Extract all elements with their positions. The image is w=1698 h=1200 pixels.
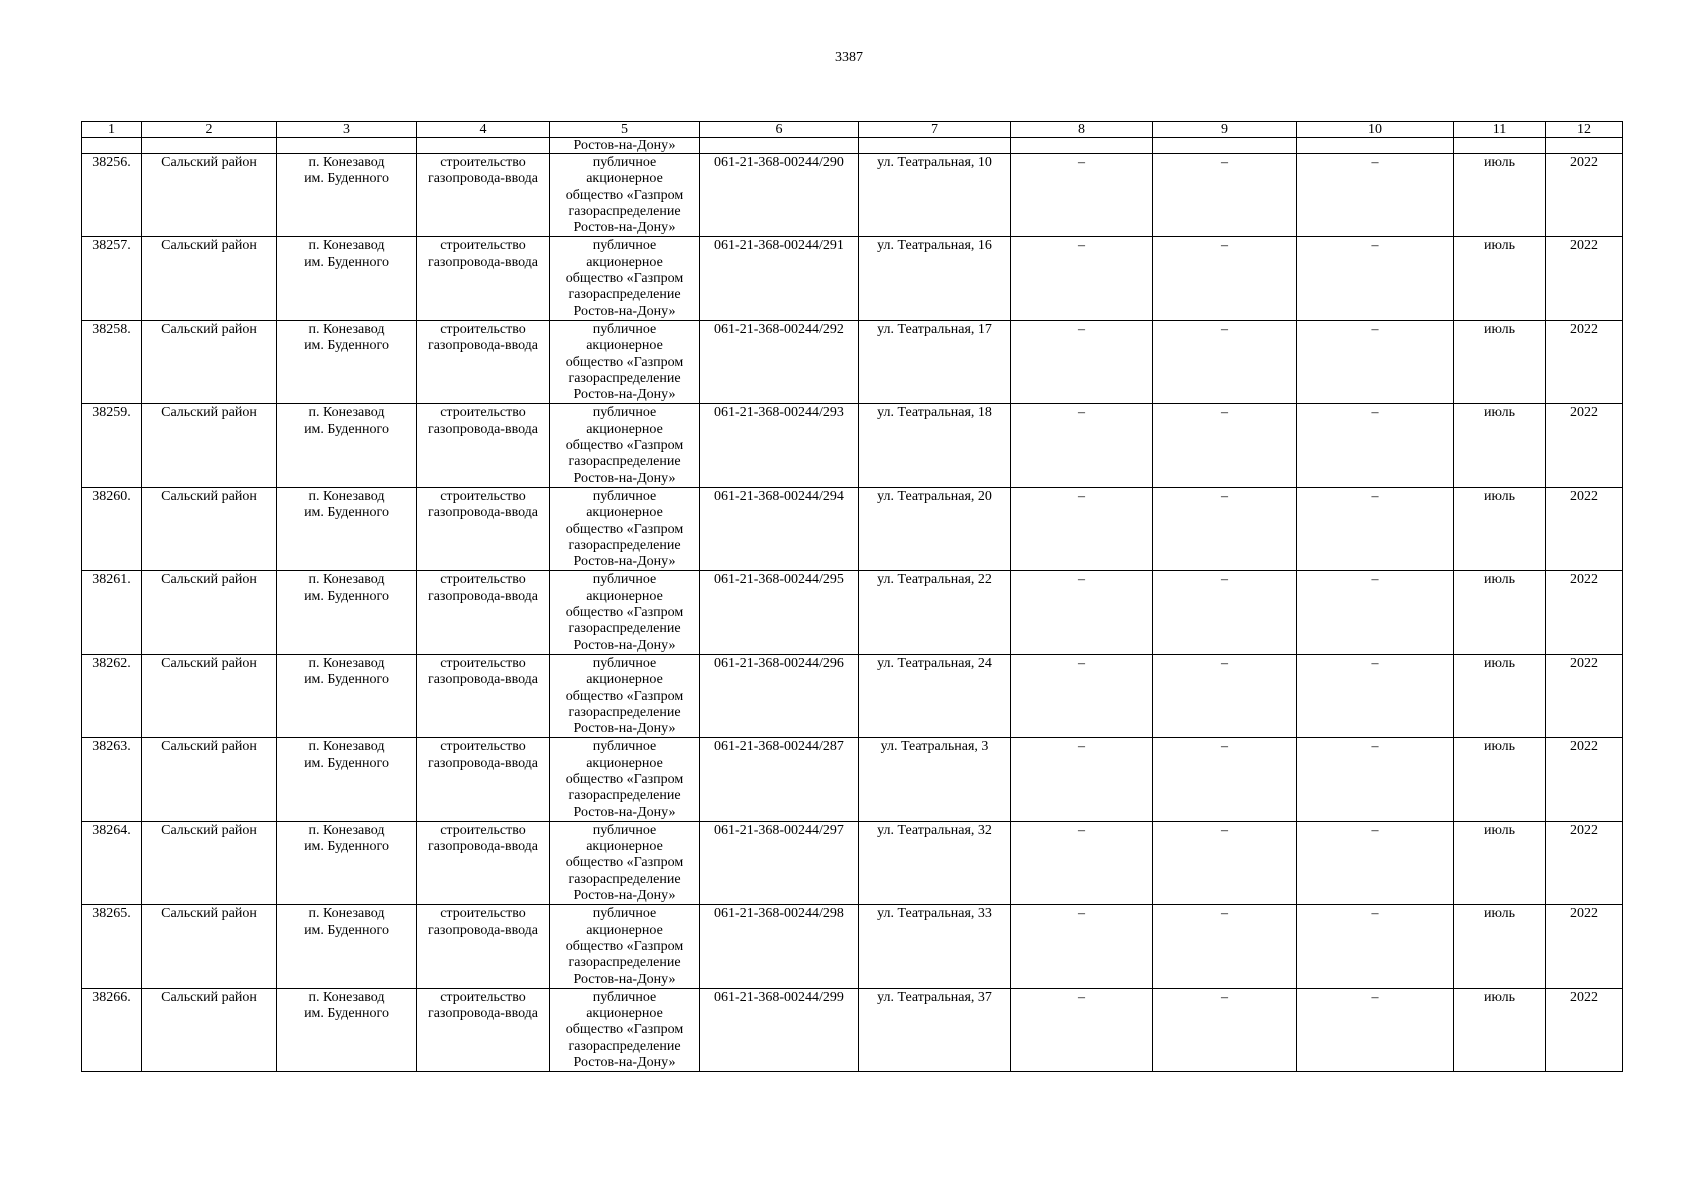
table-row — [82, 487, 1623, 570]
column-8-cell: – — [1011, 654, 1153, 737]
organization-cell-line: Ростов-на-Дону» — [573, 387, 676, 403]
locality-cell — [277, 571, 417, 654]
organization-cell-line: Ростов-на-Дону» — [573, 470, 676, 486]
registry-code-cell: 061-21-368-00244/299 — [700, 988, 859, 1071]
work-type-cell-line: газопровода-ввода — [427, 839, 539, 855]
organization-cell-line: газораспределение — [568, 955, 681, 971]
column-header: 2 — [142, 122, 277, 138]
column-9-cell: – — [1153, 404, 1297, 487]
locality-cell — [277, 487, 417, 570]
organization-cell-line: публичное — [592, 655, 657, 671]
organization-cell-line: общество «Газпром — [565, 354, 684, 370]
organization-cell — [550, 154, 700, 237]
table-row — [82, 404, 1623, 487]
organization-cell — [550, 404, 700, 487]
organization-cell — [550, 738, 700, 821]
organization-cell-line: газораспределение — [568, 287, 681, 303]
column-8-cell: – — [1011, 905, 1153, 988]
locality-cell — [277, 905, 417, 988]
column-9-cell: – — [1153, 988, 1297, 1071]
month-cell: июль — [1454, 487, 1546, 570]
work-type-cell — [417, 487, 550, 570]
organization-cell-line: Ростов-на-Дону» — [573, 303, 676, 319]
organization-cell-line: акционерное — [586, 922, 663, 938]
locality-cell-line: им. Буденного — [304, 839, 389, 855]
work-type-cell — [417, 821, 550, 904]
column-10-cell: – — [1297, 654, 1454, 737]
organization-cell-line: Ростов-на-Дону» — [573, 220, 676, 236]
organization-cell-line: общество «Газпром — [565, 605, 684, 621]
organization-cell-line: газораспределение — [568, 1038, 681, 1054]
work-type-cell — [417, 404, 550, 487]
district-cell: Сальский район — [142, 821, 277, 904]
column-10-cell: – — [1297, 237, 1454, 320]
locality-cell-line: им. Буденного — [304, 672, 389, 688]
registry-code-cell: 061-21-368-00244/290 — [700, 154, 859, 237]
month-cell: июль — [1454, 237, 1546, 320]
organization-cell — [550, 320, 700, 403]
organization-cell-line: Ростов-на-Дону» — [573, 721, 676, 737]
column-10-cell: – — [1297, 905, 1454, 988]
organization-cell-line: газораспределение — [568, 454, 681, 470]
locality-cell — [277, 320, 417, 403]
locality-cell-line: п. Конезавод — [308, 989, 385, 1005]
registry-code-cell: 061-21-368-00244/297 — [700, 821, 859, 904]
registry-table — [81, 121, 1623, 1072]
organization-cell-line: Ростов-на-Дону» — [573, 637, 676, 653]
work-type-cell-line: газопровода-ввода — [427, 171, 539, 187]
continuation-row — [82, 138, 1623, 154]
page-number: 3387 — [835, 50, 863, 65]
column-10-cell: – — [1297, 738, 1454, 821]
column-10-cell: – — [1297, 988, 1454, 1071]
district-cell: Сальский район — [142, 320, 277, 403]
column-8-cell: – — [1011, 237, 1153, 320]
organization-cell — [550, 905, 700, 988]
year-cell: 2022 — [1546, 487, 1623, 570]
work-type-cell — [417, 738, 550, 821]
continuation-text: Ростов-на-Дону» — [550, 138, 700, 154]
locality-cell-line: им. Буденного — [304, 338, 389, 354]
year-cell: 2022 — [1546, 237, 1623, 320]
organization-cell-line: акционерное — [586, 254, 663, 270]
organization-cell-line: акционерное — [586, 755, 663, 771]
address-cell: ул. Театральная, 37 — [859, 988, 1011, 1071]
table-row — [82, 237, 1623, 320]
locality-cell-line: им. Буденного — [304, 505, 389, 521]
column-8-cell: – — [1011, 988, 1153, 1071]
locality-cell — [277, 237, 417, 320]
district-cell: Сальский район — [142, 654, 277, 737]
locality-cell — [277, 404, 417, 487]
month-cell: июль — [1454, 320, 1546, 403]
registry-code-cell: 061-21-368-00244/287 — [700, 738, 859, 821]
district-cell: Сальский район — [142, 905, 277, 988]
organization-cell-line: общество «Газпром — [565, 521, 684, 537]
year-cell: 2022 — [1546, 988, 1623, 1071]
organization-cell-line: общество «Газпром — [565, 271, 684, 287]
organization-cell-line: публичное — [592, 321, 657, 337]
work-type-cell-line: строительство — [440, 572, 526, 588]
month-cell: июль — [1454, 571, 1546, 654]
district-cell: Сальский район — [142, 404, 277, 487]
work-type-cell-line: газопровода-ввода — [427, 338, 539, 354]
year-cell: 2022 — [1546, 654, 1623, 737]
district-cell: Сальский район — [142, 487, 277, 570]
year-cell: 2022 — [1546, 154, 1623, 237]
locality-cell-line: им. Буденного — [304, 755, 389, 771]
column-header: 5 — [550, 122, 700, 138]
organization-cell — [550, 571, 700, 654]
locality-cell — [277, 654, 417, 737]
organization-cell-line: Ростов-на-Дону» — [573, 888, 676, 904]
work-type-cell-line: газопровода-ввода — [427, 588, 539, 604]
organization-cell-line: общество «Газпром — [565, 1022, 684, 1038]
locality-cell-line: п. Конезавод — [308, 488, 385, 504]
locality-cell-line: им. Буденного — [304, 421, 389, 437]
organization-cell-line: Ростов-на-Дону» — [573, 971, 676, 987]
organization-cell-line: общество «Газпром — [565, 855, 684, 871]
locality-cell-line: им. Буденного — [304, 254, 389, 270]
column-9-cell: – — [1153, 738, 1297, 821]
work-type-cell — [417, 320, 550, 403]
row-number-cell: 38258. — [82, 320, 142, 403]
column-8-cell: – — [1011, 154, 1153, 237]
work-type-cell-line: строительство — [440, 989, 526, 1005]
work-type-cell-line: строительство — [440, 238, 526, 254]
column-8-cell: – — [1011, 738, 1153, 821]
locality-cell — [277, 154, 417, 237]
work-type-cell-line: газопровода-ввода — [427, 505, 539, 521]
column-header: 10 — [1297, 122, 1454, 138]
organization-cell-line: газораспределение — [568, 203, 681, 219]
month-cell: июль — [1454, 154, 1546, 237]
column-10-cell: – — [1297, 571, 1454, 654]
organization-cell-line: общество «Газпром — [565, 771, 684, 787]
organization-cell-line: публичное — [592, 989, 657, 1005]
district-cell: Сальский район — [142, 154, 277, 237]
year-cell: 2022 — [1546, 821, 1623, 904]
locality-cell-line: п. Конезавод — [308, 155, 385, 170]
registry-code-cell: 061-21-368-00244/291 — [700, 237, 859, 320]
organization-cell-line: общество «Газпром — [565, 438, 684, 454]
work-type-cell-line: строительство — [440, 405, 526, 421]
work-type-cell-line: газопровода-ввода — [427, 755, 539, 771]
organization-cell — [550, 487, 700, 570]
district-cell: Сальский район — [142, 571, 277, 654]
organization-cell-line: публичное — [592, 155, 657, 170]
organization-cell-line: газораспределение — [568, 370, 681, 386]
registry-code-cell: 061-21-368-00244/292 — [700, 320, 859, 403]
column-header: 12 — [1546, 122, 1623, 138]
locality-cell-line: им. Буденного — [304, 1006, 389, 1022]
registry-code-cell: 061-21-368-00244/294 — [700, 487, 859, 570]
organization-cell-line: акционерное — [586, 672, 663, 688]
table-row — [82, 988, 1623, 1071]
table-row — [82, 654, 1623, 737]
organization-cell-line: публичное — [592, 739, 657, 755]
work-type-cell-line: строительство — [440, 321, 526, 337]
locality-cell-line: п. Конезавод — [308, 238, 385, 254]
year-cell: 2022 — [1546, 571, 1623, 654]
row-number-cell: 38256. — [82, 154, 142, 237]
organization-cell-line: акционерное — [586, 1006, 663, 1022]
organization-cell-line: акционерное — [586, 839, 663, 855]
table-row — [82, 571, 1623, 654]
column-9-cell: – — [1153, 237, 1297, 320]
column-9-cell: – — [1153, 571, 1297, 654]
column-8-cell: – — [1011, 571, 1153, 654]
work-type-cell — [417, 571, 550, 654]
address-cell: ул. Театральная, 20 — [859, 487, 1011, 570]
month-cell: июль — [1454, 404, 1546, 487]
column-8-cell: – — [1011, 320, 1153, 403]
column-9-cell: – — [1153, 320, 1297, 403]
column-header: 4 — [417, 122, 550, 138]
organization-cell-line: акционерное — [586, 588, 663, 604]
address-cell: ул. Театральная, 32 — [859, 821, 1011, 904]
address-cell: ул. Театральная, 16 — [859, 237, 1011, 320]
column-header: 8 — [1011, 122, 1153, 138]
organization-cell-line: Ростов-на-Дону» — [573, 1055, 676, 1071]
column-9-cell: – — [1153, 154, 1297, 237]
organization-cell-line: публичное — [592, 822, 657, 838]
column-8-cell: – — [1011, 821, 1153, 904]
organization-cell — [550, 988, 700, 1071]
work-type-cell-line: строительство — [440, 655, 526, 671]
registry-code-cell: 061-21-368-00244/295 — [700, 571, 859, 654]
organization-cell-line: общество «Газпром — [565, 187, 684, 203]
work-type-cell-line: строительство — [440, 155, 526, 170]
organization-cell-line: акционерное — [586, 171, 663, 187]
locality-cell-line: п. Конезавод — [308, 655, 385, 671]
locality-cell-line: п. Конезавод — [308, 405, 385, 421]
locality-cell-line: п. Конезавод — [308, 321, 385, 337]
organization-cell-line: акционерное — [586, 421, 663, 437]
locality-cell-line: им. Буденного — [304, 588, 389, 604]
row-number-cell: 38262. — [82, 654, 142, 737]
month-cell: июль — [1454, 821, 1546, 904]
column-header: 11 — [1454, 122, 1546, 138]
district-cell: Сальский район — [142, 988, 277, 1071]
work-type-cell — [417, 237, 550, 320]
column-9-cell: – — [1153, 905, 1297, 988]
address-cell: ул. Театральная, 22 — [859, 571, 1011, 654]
organization-cell-line: публичное — [592, 488, 657, 504]
address-cell: ул. Театральная, 3 — [859, 738, 1011, 821]
row-number-cell: 38259. — [82, 404, 142, 487]
locality-cell-line: п. Конезавод — [308, 822, 385, 838]
organization-cell-line: газораспределение — [568, 871, 681, 887]
address-cell: ул. Театральная, 24 — [859, 654, 1011, 737]
locality-cell — [277, 738, 417, 821]
work-type-cell — [417, 988, 550, 1071]
column-header: 9 — [1153, 122, 1297, 138]
row-number-cell: 38263. — [82, 738, 142, 821]
organization-cell-line: газораспределение — [568, 788, 681, 804]
organization-cell-line: публичное — [592, 906, 657, 922]
column-10-cell: – — [1297, 487, 1454, 570]
column-9-cell: – — [1153, 821, 1297, 904]
work-type-cell-line: строительство — [440, 822, 526, 838]
organization-cell-line: газораспределение — [568, 704, 681, 720]
work-type-cell — [417, 154, 550, 237]
row-number-cell: 38265. — [82, 905, 142, 988]
table-row — [82, 905, 1623, 988]
organization-cell-line: Ростов-на-Дону» — [573, 804, 676, 820]
organization-cell-line: газораспределение — [568, 621, 681, 637]
column-10-cell: – — [1297, 404, 1454, 487]
column-header: 3 — [277, 122, 417, 138]
table-row — [82, 154, 1623, 237]
work-type-cell-line: газопровода-ввода — [427, 421, 539, 437]
column-9-cell: – — [1153, 487, 1297, 570]
year-cell: 2022 — [1546, 905, 1623, 988]
column-8-cell: – — [1011, 487, 1153, 570]
locality-cell-line: им. Буденного — [304, 171, 389, 187]
address-cell: ул. Театральная, 10 — [859, 154, 1011, 237]
locality-cell — [277, 821, 417, 904]
locality-cell-line: им. Буденного — [304, 922, 389, 938]
work-type-cell-line: газопровода-ввода — [427, 922, 539, 938]
district-cell: Сальский район — [142, 237, 277, 320]
month-cell: июль — [1454, 905, 1546, 988]
work-type-cell — [417, 654, 550, 737]
column-10-cell: – — [1297, 154, 1454, 237]
organization-cell-line: газораспределение — [568, 537, 681, 553]
column-header: 7 — [859, 122, 1011, 138]
work-type-cell-line: строительство — [440, 488, 526, 504]
organization-cell-line: Ростов-на-Дону» — [573, 554, 676, 570]
work-type-cell-line: газопровода-ввода — [427, 1006, 539, 1022]
row-number-cell: 38257. — [82, 237, 142, 320]
column-header: 1 — [82, 122, 142, 138]
row-number-cell: 38261. — [82, 571, 142, 654]
column-header: 6 — [700, 122, 859, 138]
table-row — [82, 320, 1623, 403]
address-cell: ул. Театральная, 33 — [859, 905, 1011, 988]
district-cell: Сальский район — [142, 738, 277, 821]
organization-cell-line: общество «Газпром — [565, 938, 684, 954]
registry-code-cell: 061-21-368-00244/293 — [700, 404, 859, 487]
address-cell: ул. Театральная, 17 — [859, 320, 1011, 403]
registry-code-cell: 061-21-368-00244/298 — [700, 905, 859, 988]
table-row — [82, 738, 1623, 821]
work-type-cell-line: строительство — [440, 739, 526, 755]
table-row — [82, 821, 1623, 904]
work-type-cell — [417, 905, 550, 988]
work-type-cell-line: газопровода-ввода — [427, 254, 539, 270]
work-type-cell-line: строительство — [440, 906, 526, 922]
organization-cell — [550, 654, 700, 737]
header-row — [82, 122, 1623, 138]
row-number-cell: 38260. — [82, 487, 142, 570]
organization-cell — [550, 821, 700, 904]
column-10-cell: – — [1297, 320, 1454, 403]
locality-cell-line: п. Конезавод — [308, 572, 385, 588]
row-number-cell: 38266. — [82, 988, 142, 1071]
locality-cell-line: п. Конезавод — [308, 739, 385, 755]
locality-cell — [277, 988, 417, 1071]
row-number-cell: 38264. — [82, 821, 142, 904]
organization-cell-line: публичное — [592, 238, 657, 254]
organization-cell-line: общество «Газпром — [565, 688, 684, 704]
address-cell: ул. Театральная, 18 — [859, 404, 1011, 487]
organization-cell-line: публичное — [592, 572, 657, 588]
locality-cell-line: п. Конезавод — [308, 906, 385, 922]
month-cell: июль — [1454, 988, 1546, 1071]
column-8-cell: – — [1011, 404, 1153, 487]
organization-cell-line: акционерное — [586, 505, 663, 521]
year-cell: 2022 — [1546, 738, 1623, 821]
month-cell: июль — [1454, 738, 1546, 821]
column-10-cell: – — [1297, 821, 1454, 904]
column-9-cell: – — [1153, 654, 1297, 737]
organization-cell — [550, 237, 700, 320]
organization-cell-line: акционерное — [586, 338, 663, 354]
work-type-cell-line: газопровода-ввода — [427, 672, 539, 688]
year-cell: 2022 — [1546, 320, 1623, 403]
registry-code-cell: 061-21-368-00244/296 — [700, 654, 859, 737]
organization-cell-line: публичное — [592, 405, 657, 421]
month-cell: июль — [1454, 654, 1546, 737]
year-cell: 2022 — [1546, 404, 1623, 487]
